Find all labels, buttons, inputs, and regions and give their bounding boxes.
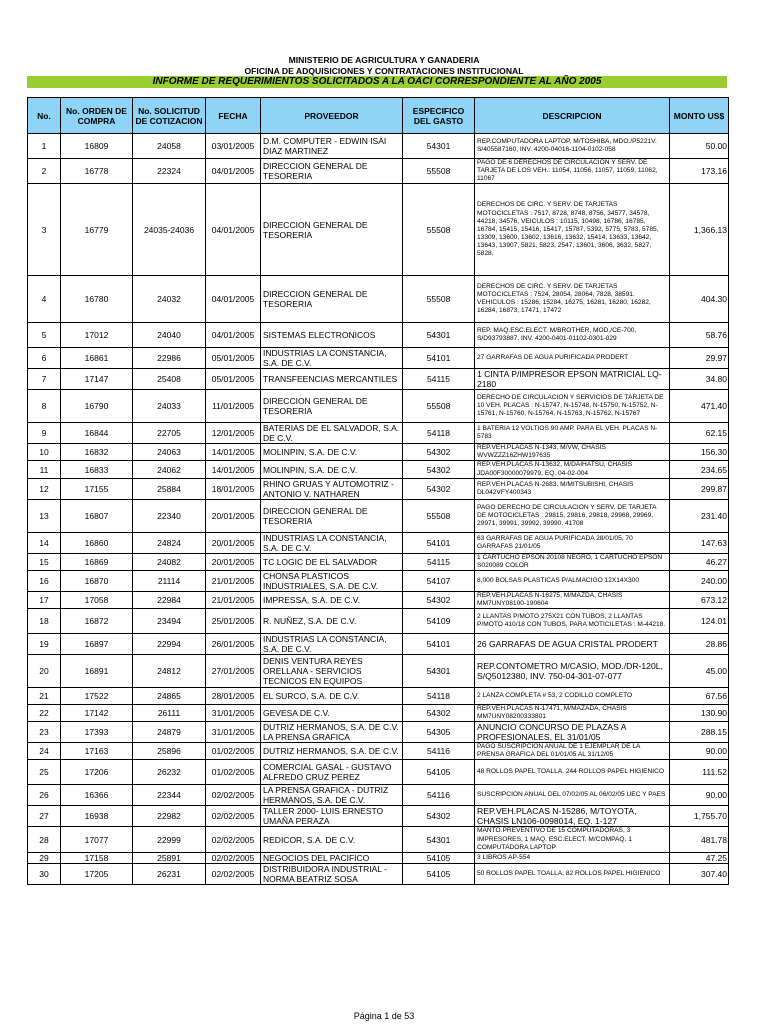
row-orden: 16780 <box>61 276 133 323</box>
row-orden: 17155 <box>61 478 133 499</box>
row-orden: 17205 <box>61 863 133 884</box>
row-orden: 16778 <box>61 159 133 184</box>
table-row <box>28 688 729 705</box>
row-orden: 17206 <box>61 760 133 785</box>
row-fecha: 04/01/2005 <box>206 276 261 323</box>
row-proveedor: REDICOR, S.A. DE C.V. <box>261 827 403 852</box>
row-especifico: 54105 <box>403 852 475 863</box>
row-proveedor: TRANSFEENCIAS MERCANTILES <box>261 369 403 390</box>
table-row <box>28 423 729 444</box>
row-orden: 16844 <box>61 423 133 444</box>
row-orden: 17077 <box>61 827 133 852</box>
row-no: 19 <box>28 634 61 655</box>
row-orden: 17393 <box>61 722 133 743</box>
row-orden: 16870 <box>61 570 133 591</box>
row-orden: 16366 <box>61 785 133 806</box>
col-header-fecha: FECHA <box>206 98 261 134</box>
row-orden: 17522 <box>61 688 133 705</box>
row-descripcion: 48 ROLLOS PAPEL TOALLA. 244 ROLLOS PAPEL HIGIENICO <box>475 760 670 785</box>
row-proveedor: IMPRESSA, S.A. DE C.V. <box>261 591 403 608</box>
row-proveedor: DISTRIBUIDORA INDUSTRIAL - NORMA BEATRIZ SOSA <box>261 863 403 884</box>
row-especifico: 54302 <box>403 806 475 827</box>
row-monto: 231.40 <box>670 499 729 532</box>
col-header-monto: MONTO US$ <box>670 98 729 134</box>
requirements-table <box>27 97 729 885</box>
row-descripcion: 8,000 BOLSAS PLASTICAS P/ALMACIGO 12X14X300 <box>475 570 670 591</box>
row-monto: 299.87 <box>670 478 729 499</box>
row-monto: 58.76 <box>670 323 729 348</box>
row-monto: 156.30 <box>670 444 729 461</box>
row-proveedor: INDUSTRIAS LA CONSTANCIA, S.A. DE C.V. <box>261 634 403 655</box>
table-row <box>28 276 729 323</box>
row-orden: 16832 <box>61 444 133 461</box>
table-row <box>28 478 729 499</box>
row-especifico: 54115 <box>403 369 475 390</box>
row-proveedor: SISTEMAS ELECTRONICOS <box>261 323 403 348</box>
row-no: 14 <box>28 532 61 553</box>
row-fecha: 02/02/2005 <box>206 806 261 827</box>
row-especifico: 54301 <box>403 827 475 852</box>
table-row <box>28 760 729 785</box>
row-especifico: 54302 <box>403 444 475 461</box>
row-especifico: 54301 <box>403 655 475 688</box>
row-orden: 16891 <box>61 655 133 688</box>
row-proveedor: COMERCIAL GASAL - GUSTAVO ALFREDO CRUZ PEREZ <box>261 760 403 785</box>
row-proveedor: EL SURCO, S.A. DE C.V. <box>261 688 403 705</box>
report-title: INFORME DE REQUERIMIENTOS SOLICITADOS A LA OACI CORRESPONDIENTE AL AÑO 2005 <box>27 76 727 88</box>
table-row <box>28 806 729 827</box>
table-row <box>28 553 729 570</box>
row-fecha: 01/02/2005 <box>206 743 261 760</box>
row-descripcion: REP.VEH.PLACAS N-17471, M/MAZADA, CHASIS MM7UNY08200333801 <box>475 705 670 722</box>
row-especifico: 54301 <box>403 134 475 159</box>
row-no: 1 <box>28 134 61 159</box>
row-descripcion: 3 LIBROS AP-554 <box>475 852 670 863</box>
row-fecha: 14/01/2005 <box>206 461 261 478</box>
table-header-row <box>28 98 729 134</box>
row-orden: 16938 <box>61 806 133 827</box>
row-monto: 307.40 <box>670 863 729 884</box>
row-monto: 288.15 <box>670 722 729 743</box>
row-descripcion: 2 LANZA COMPLETA # 53, 2 CODILLO COMPLETO <box>475 688 670 705</box>
row-solicitud: 22986 <box>133 348 206 369</box>
row-orden: 16861 <box>61 348 133 369</box>
table-row <box>28 134 729 159</box>
row-especifico: 54302 <box>403 591 475 608</box>
row-fecha: 31/01/2005 <box>206 722 261 743</box>
row-no: 20 <box>28 655 61 688</box>
row-solicitud: 22344 <box>133 785 206 806</box>
table-row <box>28 863 729 884</box>
row-no: 21 <box>28 688 61 705</box>
table-row <box>28 852 729 863</box>
row-descripcion: REP.VEH.PLACAS N-1343, M/VW, CHASIS WVWZZZ16ZHW197635 <box>475 444 670 461</box>
row-no: 8 <box>28 390 61 423</box>
row-especifico: 54302 <box>403 478 475 499</box>
row-solicitud: 25408 <box>133 369 206 390</box>
row-solicitud: 24040 <box>133 323 206 348</box>
row-no: 24 <box>28 743 61 760</box>
row-especifico: 54101 <box>403 634 475 655</box>
row-monto: 46.27 <box>670 553 729 570</box>
row-orden: 17058 <box>61 591 133 608</box>
row-solicitud: 24824 <box>133 532 206 553</box>
row-especifico: 54115 <box>403 553 475 570</box>
row-descripcion: 1 CINTA P/IMPRESOR EPSON MATRICIAL LQ-2180 <box>475 369 670 390</box>
row-proveedor: DIRECCION GENERAL DE TESORERIA <box>261 159 403 184</box>
row-no: 22 <box>28 705 61 722</box>
row-monto: 67.56 <box>670 688 729 705</box>
row-descripcion: DERECHO DE CIRCULACION Y SERVICIOS DE TARJETA DE 10 VEH. PLACAS : N-15747, N-15748, N-15750, N-15752, N-15761, N-15760, N-15764, N-15763, N-15762, N-15767 <box>475 390 670 423</box>
table-row <box>28 743 729 760</box>
table-row <box>28 827 729 852</box>
row-solicitud: 22340 <box>133 499 206 532</box>
row-fecha: 02/02/2005 <box>206 785 261 806</box>
row-especifico: 54109 <box>403 609 475 634</box>
row-descripcion: ANUNCIO CONCURSO DE PLAZAS A PROFESIONALES, EL 31/01/05 <box>475 722 670 743</box>
col-header-orden: No. ORDEN DE COMPRA <box>61 98 133 134</box>
row-descripcion: PAGO SUSCRIPCION ANUAL DE 1 EJEMPLAR DE LA PRENSA GRAFICA DEL 01/01/05 AL 31/12/05 <box>475 743 670 760</box>
row-fecha: 04/01/2005 <box>206 159 261 184</box>
row-especifico: 54305 <box>403 722 475 743</box>
row-descripcion: SUSCRIPCION ANUAL DEL 07/02/05 AL 06/02/05 UEC Y PAES <box>475 785 670 806</box>
row-solicitud: 24865 <box>133 688 206 705</box>
row-proveedor: RHINO GRUAS Y AUTOMOTRIZ - ANTONIO V. NATHAREN <box>261 478 403 499</box>
row-descripcion: 1 CARTUCHO EPSON 20108 NEGRO, 1 CARTUCHO EPSON S020089 COLOR <box>475 553 670 570</box>
row-no: 27 <box>28 806 61 827</box>
table-row <box>28 705 729 722</box>
row-proveedor: CHONSA PLASTICOS INDUSTRIALES, S.A. DE C.V. <box>261 570 403 591</box>
table-row <box>28 184 729 276</box>
row-solicitud: 22984 <box>133 591 206 608</box>
row-solicitud: 25891 <box>133 852 206 863</box>
row-fecha: 31/01/2005 <box>206 705 261 722</box>
row-monto: 62.15 <box>670 423 729 444</box>
row-orden: 16809 <box>61 134 133 159</box>
row-solicitud: 24032 <box>133 276 206 323</box>
row-no: 9 <box>28 423 61 444</box>
row-fecha: 05/01/2005 <box>206 369 261 390</box>
row-fecha: 02/02/2005 <box>206 863 261 884</box>
row-fecha: 03/01/2005 <box>206 134 261 159</box>
row-descripcion: REP.CONTOMETRO M/CASIO, MOD./DR-120L, S/Q5012380, INV. 750-04-301-07-077 <box>475 655 670 688</box>
ministry-title: MINISTERIO DE AGRICULTURA Y GANADERIA <box>288 55 480 65</box>
row-fecha: 12/01/2005 <box>206 423 261 444</box>
row-especifico: 54301 <box>403 323 475 348</box>
row-descripcion: REP.COMPUTADORA LAPTOP, M/TOSHIBA, MDO./P5221V. S/405587160, INV. 4200-04016-1104-0102-058 <box>475 134 670 159</box>
row-solicitud: 26111 <box>133 705 206 722</box>
row-proveedor: GEVESA DE C.V. <box>261 705 403 722</box>
row-no: 26 <box>28 785 61 806</box>
row-proveedor: DIRECCION GENERAL DE TESORERIA <box>261 499 403 532</box>
row-solicitud: 22999 <box>133 827 206 852</box>
row-descripcion: DERECHOS DE CIRC. Y SERV. DE TARJETAS MOTOCICLETAS : 7517, 8728, 8748, 8756, 34577, 34578, 44218, 34576, VEICULOS : 10115, 10498, 16786, 16785, 16784, 15415, 15416, 15417, 15787, 5392, 5775, 5783, 5785, 13309, 13600, 13602, 13616, 13632, 15414, 13633, 13642, 13643, 13907, 5821, 5823, 2547, 13601, 3606, 3632, 5827, 5828. <box>475 184 670 276</box>
row-monto: 45.00 <box>670 655 729 688</box>
row-orden: 16872 <box>61 609 133 634</box>
row-no: 2 <box>28 159 61 184</box>
table-row <box>28 159 729 184</box>
row-descripcion: REP. MAQ.ESC.ELECT. M/BROTHER, MOD./CE-700, S/D93793887, INV. 4200-0401-01102-0301-029 <box>475 323 670 348</box>
table-row <box>28 348 729 369</box>
row-fecha: 05/01/2005 <box>206 348 261 369</box>
row-no: 3 <box>28 184 61 276</box>
row-solicitud: 25884 <box>133 478 206 499</box>
table-row <box>28 655 729 688</box>
row-proveedor: INDUSTRIAS LA CONSTANCIA, S.A. DE C.V. <box>261 348 403 369</box>
row-no: 6 <box>28 348 61 369</box>
row-especifico: 55508 <box>403 276 475 323</box>
table-row <box>28 444 729 461</box>
row-descripcion: 50 ROLLOS PAPEL TOALLA, 82 ROLLOS PAPEL HIGIENICO <box>475 863 670 884</box>
table-row <box>28 591 729 608</box>
row-monto: 29.97 <box>670 348 729 369</box>
row-descripcion: PAGO DE 6 DERECHOS DE CIRCULACION Y SERV. DE TARJETA DE LOS VEH.: 11054, 11056, 11057, 11059, 11062, 11067 <box>475 159 670 184</box>
row-fecha: 26/01/2005 <box>206 634 261 655</box>
row-fecha: 20/01/2005 <box>206 553 261 570</box>
row-solicitud: 24033 <box>133 390 206 423</box>
row-no: 4 <box>28 276 61 323</box>
row-orden: 16833 <box>61 461 133 478</box>
row-especifico: 54105 <box>403 863 475 884</box>
row-descripcion: PAGO DERECHO DE CIRCULACION Y SERV. DE TARJETA DE MOTOCICLETAS : 29815, 29816, 29818, 29968, 29969, 29971, 39991, 39992, 39990, 41708 <box>475 499 670 532</box>
row-fecha: 01/02/2005 <box>206 760 261 785</box>
row-monto: 90.00 <box>670 743 729 760</box>
row-especifico: 55508 <box>403 499 475 532</box>
table-row <box>28 390 729 423</box>
col-header-solicitud: No. SOLICITUD DE COTIZACION <box>133 98 206 134</box>
row-orden: 17158 <box>61 852 133 863</box>
row-proveedor: TALLER 2000- LUIS ERNESTO UMAÑA PERAZA <box>261 806 403 827</box>
row-especifico: 54107 <box>403 570 475 591</box>
row-orden: 17163 <box>61 743 133 760</box>
row-no: 29 <box>28 852 61 863</box>
row-no: 15 <box>28 553 61 570</box>
table-row <box>28 785 729 806</box>
row-solicitud: 26232 <box>133 760 206 785</box>
row-monto: 28.86 <box>670 634 729 655</box>
table-row <box>28 722 729 743</box>
table-row <box>28 532 729 553</box>
row-especifico: 54105 <box>403 760 475 785</box>
row-fecha: 02/02/2005 <box>206 852 261 863</box>
row-solicitud: 22705 <box>133 423 206 444</box>
row-orden: 17012 <box>61 323 133 348</box>
row-proveedor: R. NUÑEZ, S.A. DE C.V. <box>261 609 403 634</box>
row-descripcion: REP.VEH.PLACAS N-2683, M/MITSUBISHI, CHASIS DL042VFY400343 <box>475 478 670 499</box>
row-fecha: 25/01/2005 <box>206 609 261 634</box>
row-monto: 130.90 <box>670 705 729 722</box>
row-no: 11 <box>28 461 61 478</box>
row-no: 10 <box>28 444 61 461</box>
row-monto: 34.80 <box>670 369 729 390</box>
row-solicitud: 24062 <box>133 461 206 478</box>
row-especifico: 55508 <box>403 184 475 276</box>
row-monto: 471.40 <box>670 390 729 423</box>
table-row <box>28 369 729 390</box>
row-no: 28 <box>28 827 61 852</box>
row-orden: 16869 <box>61 553 133 570</box>
row-monto: 234.65 <box>670 461 729 478</box>
row-fecha: 20/01/2005 <box>206 499 261 532</box>
row-solicitud: 22982 <box>133 806 206 827</box>
row-no: 17 <box>28 591 61 608</box>
row-no: 16 <box>28 570 61 591</box>
col-header-descripcion: DESCRIPCION <box>475 98 670 134</box>
row-descripcion: 26 GARRAFAS DE AGUA CRISTAL PRODERT <box>475 634 670 655</box>
row-monto: 147.63 <box>670 532 729 553</box>
row-proveedor: BATERIAS DE EL SALVADOR, S.A. DE C.V. <box>261 423 403 444</box>
row-no: 18 <box>28 609 61 634</box>
row-monto: 1,755.70 <box>670 806 729 827</box>
row-monto: 90.00 <box>670 785 729 806</box>
row-no: 23 <box>28 722 61 743</box>
row-proveedor: DIRECCION GENERAL DE TESORERIA <box>261 390 403 423</box>
row-orden: 16897 <box>61 634 133 655</box>
row-descripcion: 27 GARRAFAS DE AGUA PURIFICADA PRODERT <box>475 348 670 369</box>
col-header-no: No. <box>28 98 61 134</box>
row-especifico: 54116 <box>403 785 475 806</box>
row-descripcion: 1 BATERIA 12 VOLTIOS 90 AMP. PARA EL VEH. PLACAS N-5783 <box>475 423 670 444</box>
row-especifico: 55508 <box>403 390 475 423</box>
row-monto: 47.25 <box>670 852 729 863</box>
row-solicitud: 26231 <box>133 863 206 884</box>
row-solicitud: 24063 <box>133 444 206 461</box>
row-descripcion: REP.VEH.PLACAS N-15286, M/TOYOTA, CHASIS LN106-0098014, EQ. 1-127 <box>475 806 670 827</box>
row-fecha: 11/01/2005 <box>206 390 261 423</box>
row-monto: 124.01 <box>670 609 729 634</box>
row-proveedor: D.M. COMPUTER - EDWIN ISAI DIAZ MARTINEZ <box>261 134 403 159</box>
row-fecha: 28/01/2005 <box>206 688 261 705</box>
table-row <box>28 634 729 655</box>
col-header-proveedor: PROVEEDOR <box>261 98 403 134</box>
row-monto: 50.00 <box>670 134 729 159</box>
row-fecha: 20/01/2005 <box>206 532 261 553</box>
row-no: 25 <box>28 760 61 785</box>
row-especifico: 55508 <box>403 159 475 184</box>
row-monto: 240.00 <box>670 570 729 591</box>
row-orden: 16790 <box>61 390 133 423</box>
row-descripcion: REP.VEH.PLACAS N-13632, M/DAIHATSU, CHASIS JDA00F30000079979, EQ. 04-02-004 <box>475 461 670 478</box>
row-proveedor: MOLINPIN, S.A. DE C.V. <box>261 444 403 461</box>
row-fecha: 21/01/2005 <box>206 591 261 608</box>
row-especifico: 54101 <box>403 348 475 369</box>
row-orden: 16779 <box>61 184 133 276</box>
row-proveedor: DENIS VENTURA REYES ORELLANA - SERVICIOS TECNICOS EN EQUIPOS <box>261 655 403 688</box>
row-orden: 16807 <box>61 499 133 532</box>
row-proveedor: DIRECCION GENERAL DE TESORERIA <box>261 276 403 323</box>
row-monto: 404.30 <box>670 276 729 323</box>
row-proveedor: INDUSTRIAS LA CONSTANCIA, S.A. DE C.V. <box>261 532 403 553</box>
row-fecha: 04/01/2005 <box>206 184 261 276</box>
row-descripcion: DERECHOS DE CIRC. Y SERV. DE TARJETAS MOTOCICLETAS : 7524, 28054, 28064, 7828, 38591. VEHICULOS : 15286, 15284, 16275, 16281, 16280, 16282, 16284, 16873, 17471, 17472 <box>475 276 670 323</box>
row-proveedor: TC LOGIC DE EL SALVADOR <box>261 553 403 570</box>
row-fecha: 04/01/2005 <box>206 323 261 348</box>
row-solicitud: 24812 <box>133 655 206 688</box>
row-descripcion: 2 LLANTAS P/MOTO 275X21 CON TUBOS, 2 LLANTAS P/MOTO 410/18 CON TUBOS, PARA MOTICILETAS : M-44218. <box>475 609 670 634</box>
row-solicitud: 21114 <box>133 570 206 591</box>
row-proveedor: NEGOCIOS DEL PACIFICO <box>261 852 403 863</box>
row-fecha: 21/01/2005 <box>206 570 261 591</box>
row-fecha: 27/01/2005 <box>206 655 261 688</box>
col-header-especifico: ESPECIFICO DEL GASTO <box>403 98 475 134</box>
row-proveedor: DUTRIZ HERMANOS, S.A. DE C.V. LA PRENSA GRAFICA <box>261 722 403 743</box>
row-especifico: 54302 <box>403 461 475 478</box>
row-no: 12 <box>28 478 61 499</box>
table-row <box>28 499 729 532</box>
page-number: Página 1 de 53 <box>353 1011 415 1021</box>
row-orden: 17147 <box>61 369 133 390</box>
row-especifico: 54118 <box>403 423 475 444</box>
row-descripcion: REP.VEH.PLACAS N-16275, M/MAZDA, CHASIS MM7UNY08100-190604 <box>475 591 670 608</box>
table-row <box>28 461 729 478</box>
row-descripcion: 63 GARRAFAS DE AGUA PURIFICADA 28/01/05, 70 GARRAFAS 21/01/05 <box>475 532 670 553</box>
row-monto: 673.12 <box>670 591 729 608</box>
row-solicitud: 24879 <box>133 722 206 743</box>
row-no: 13 <box>28 499 61 532</box>
row-proveedor: LA PRENSA GRAFICA - DUTRIZ HERMANOS, S.A. DE C.V. <box>261 785 403 806</box>
row-proveedor: MOLINPIN, S.A. DE C.V. <box>261 461 403 478</box>
row-especifico: 54101 <box>403 532 475 553</box>
row-no: 5 <box>28 323 61 348</box>
row-especifico: 54116 <box>403 743 475 760</box>
row-proveedor: DIRECCION GENERAL DE TESORERIA <box>261 184 403 276</box>
row-solicitud: 22324 <box>133 159 206 184</box>
table-row <box>28 570 729 591</box>
row-fecha: 14/01/2005 <box>206 444 261 461</box>
row-solicitud: 24035-24036 <box>133 184 206 276</box>
table-row <box>28 609 729 634</box>
table-row <box>28 323 729 348</box>
row-fecha: 18/01/2005 <box>206 478 261 499</box>
row-solicitud: 25896 <box>133 743 206 760</box>
row-orden: 16860 <box>61 532 133 553</box>
office-title: OFICINA DE ADQUISICIONES Y CONTRATACIONES INSTITUCIONAL <box>244 66 524 76</box>
row-especifico: 54118 <box>403 688 475 705</box>
row-solicitud: 24082 <box>133 553 206 570</box>
row-descripcion: MANTO.PREVENTIVO DE 15 COMPUTADORAS, 3 IMPRESORES, 1 MAQ. ESC.ELECT. M/COMPAQ, 1 COMPUTADORA LAPTOP <box>475 827 670 852</box>
row-fecha: 02/02/2005 <box>206 827 261 852</box>
row-solicitud: 24058 <box>133 134 206 159</box>
row-monto: 1,366.13 <box>670 184 729 276</box>
row-monto: 173.16 <box>670 159 729 184</box>
row-proveedor: DUTRIZ HERMANOS, S.A. DE C.V. <box>261 743 403 760</box>
row-solicitud: 22994 <box>133 634 206 655</box>
row-no: 30 <box>28 863 61 884</box>
row-solicitud: 23494 <box>133 609 206 634</box>
row-monto: 481.78 <box>670 827 729 852</box>
row-monto: 111.52 <box>670 760 729 785</box>
row-no: 7 <box>28 369 61 390</box>
row-orden: 17142 <box>61 705 133 722</box>
row-especifico: 54302 <box>403 705 475 722</box>
